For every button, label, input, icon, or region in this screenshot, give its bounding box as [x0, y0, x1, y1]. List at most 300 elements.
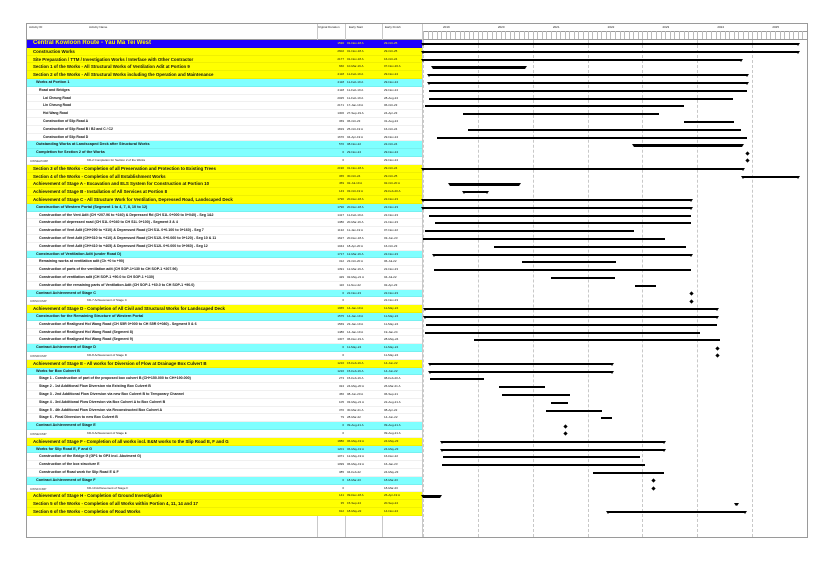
gantt-milestone [689, 299, 693, 303]
gantt-bar [423, 51, 798, 53]
original-duration: 0 [342, 298, 344, 303]
gantt-bar [430, 363, 613, 365]
month-tick [729, 31, 730, 39]
gantt-bar-cap [735, 503, 739, 506]
gantt-bar [442, 449, 664, 451]
original-duration: 1391 [337, 267, 344, 272]
gantt-bar-cap [427, 74, 431, 77]
year-label: 2021 [552, 25, 560, 29]
table-row [27, 453, 422, 461]
activity-name: Construction of Road work for Slip Road E & F [39, 470, 119, 474]
year-label: 2020 [497, 25, 505, 29]
gantt-bar [434, 254, 692, 256]
early-start: 24-May-20 A [347, 384, 365, 389]
early-finish: 24-May-23 [384, 470, 399, 474]
early-start: 11-Feb-19 A [347, 87, 364, 92]
original-duration: 570 [338, 142, 344, 147]
month-tick [651, 31, 652, 39]
year-gridline [423, 40, 424, 537]
activity-name: Construction of the remaining parts of Ventilation Adit (CH SOP-1 +60.0 to CH SOP-1 +90.0) [39, 282, 195, 287]
early-start: 02-May-21 A [347, 275, 365, 279]
original-duration: 1044 [337, 243, 344, 248]
header-activity-name: Activity Name [89, 25, 108, 29]
activity-name: Achievement of Stage B - Installation of All Services at Portion 8 [33, 189, 168, 195]
early-start: 06-May-19 A [347, 438, 365, 443]
original-duration: 369 [338, 119, 344, 123]
gantt-bar-cap [423, 308, 427, 311]
gantt-bar [437, 137, 747, 139]
early-start: 12-Mar-19 A [347, 267, 364, 272]
activity-name: Construction of Ventilation Adit (under Road D) [36, 251, 122, 256]
early-finish: 16-Oct-24 [384, 56, 398, 61]
table-row [27, 414, 422, 422]
month-tick [752, 31, 753, 39]
table-row [27, 313, 422, 321]
month-tick [784, 31, 785, 39]
activity-name: KD-2 Completion for Section 2 of the Works [87, 158, 146, 162]
gantt-bar-cap [745, 74, 749, 77]
table-row [27, 282, 422, 290]
timeline-months [423, 31, 807, 39]
activity-name: Construction of Realigned Hoi Wang Road (CH S5R 0+000 to CH S5R 0+080) - Segment 5 & 6 [39, 321, 197, 326]
month-tick [702, 31, 703, 39]
early-finish: 20-Sep-24 [384, 501, 399, 506]
month-tick [697, 31, 698, 39]
gantt-bar-cap [745, 82, 749, 85]
month-tick [487, 31, 488, 39]
gantt-bar [425, 332, 700, 334]
gantt-bar-cap [610, 363, 614, 366]
early-start: 04-Apr-19 A [347, 134, 364, 139]
table-row [27, 87, 422, 95]
month-tick [478, 31, 479, 39]
early-start: 14-Jan-19 A [347, 314, 364, 318]
early-start: 02-Jul-19 A [347, 181, 363, 186]
gantt-bar-cap [743, 511, 747, 514]
gantt-bar [546, 410, 602, 412]
table-row [27, 188, 422, 196]
original-duration: 0 [342, 485, 344, 490]
activity-id: CWSF/CMP [30, 486, 47, 491]
activity-id: CWSD/CMP [30, 354, 47, 358]
gantt-milestone [564, 424, 568, 428]
gantt-bar [464, 191, 486, 193]
early-start: 30-Oct-24 [347, 173, 361, 178]
activity-name: Construction of Western Portal (Segment 1 to 4, 7, 8, 10 to 12) [36, 204, 148, 209]
early-finish: 28-Aug-24 [384, 95, 399, 100]
original-duration: 0 [342, 431, 344, 435]
gantt-bar-cap [428, 363, 432, 366]
gantt-bar-cap [739, 59, 743, 62]
early-start: 11-May-24 [347, 345, 362, 350]
month-tick [473, 31, 474, 39]
original-duration: 2190 [337, 165, 344, 170]
original-duration: 0 [342, 353, 344, 357]
early-finish: 22-Nov-23 [384, 204, 399, 209]
month-tick [588, 31, 589, 39]
early-start: 23-Jan-19 A [347, 321, 364, 326]
table-row [27, 126, 422, 134]
table-row [27, 336, 422, 344]
gantt-bar [443, 456, 640, 458]
original-duration: 1380 [337, 220, 344, 225]
activity-name: Contract Achievement of Stage D [36, 345, 96, 350]
original-duration: 1717 [337, 251, 344, 256]
early-finish: 06-Sep-21 [384, 392, 399, 396]
table-row [27, 157, 422, 165]
gantt-bar [426, 324, 717, 326]
early-start: 29-Nov-24 [347, 150, 362, 155]
month-tick [574, 31, 575, 39]
gantt-milestone [745, 151, 749, 155]
early-start: 12-Mar-19 A [347, 251, 364, 256]
gantt-bar [429, 82, 747, 84]
month-tick [569, 31, 570, 39]
original-duration: 0 [342, 345, 344, 350]
month-tick [670, 31, 671, 39]
gantt-bar [433, 66, 524, 68]
month-tick [533, 31, 534, 39]
original-duration: 456 [338, 392, 344, 396]
early-finish: 29-Nov-24 [384, 87, 399, 92]
gantt-bar [474, 339, 720, 341]
gantt-bar-cap [662, 441, 666, 444]
original-duration: 141 [338, 493, 344, 498]
early-start: 08-Jun-20 A [347, 392, 364, 396]
gantt-bar [502, 394, 570, 396]
gantt-bar [429, 90, 747, 92]
table-row [27, 321, 422, 329]
early-start: 06-Dec-19 A [347, 337, 364, 342]
month-tick [505, 31, 506, 39]
month-tick [716, 31, 717, 39]
table-row [27, 266, 422, 274]
activity-name: Construction of the box structure E [39, 462, 100, 467]
month-tick [597, 31, 598, 39]
table-row [27, 500, 422, 508]
activity-name: Construction Works [33, 48, 75, 54]
gantt-bar [635, 285, 656, 287]
gantt-bar-cap [740, 144, 744, 147]
original-duration: 0 [342, 477, 344, 482]
month-tick [661, 31, 662, 39]
activity-name: Achievement of Stage F - Completion of all works incl. E&M works to the Slip Road E, F and G [33, 438, 229, 444]
early-finish: 29-Nov-24 [384, 158, 399, 162]
gantt-bar [608, 511, 745, 513]
early-start: 15-Feb-19 A [347, 360, 364, 365]
gantt-bar [593, 472, 664, 474]
gantt-bar [423, 207, 691, 209]
month-tick [688, 31, 689, 39]
month-tick [528, 31, 529, 39]
gantt-bar [425, 308, 717, 310]
early-finish: 06-Jul-22 [384, 259, 397, 264]
month-tick [510, 31, 511, 39]
month-tick [606, 31, 607, 39]
original-duration: 1307 [337, 337, 344, 342]
month-tick [679, 31, 680, 39]
original-duration: 143 [338, 189, 344, 194]
month-tick [464, 31, 465, 39]
early-finish: 06-Oct-23 [384, 103, 398, 108]
gantt-milestone [745, 159, 749, 163]
gantt-bar-cap [689, 207, 693, 210]
gantt-bar [743, 176, 798, 178]
activity-name: Achievement of Stage D - Completion of All Civil and Structural Works for Landscaped Deck [33, 306, 226, 312]
original-duration: 0 [342, 158, 344, 162]
gantt-bar-cap [448, 183, 452, 186]
month-tick [802, 31, 803, 39]
early-start: 20-Dec-18 A [347, 197, 364, 201]
original-duration: 0 [342, 423, 344, 428]
month-tick [592, 31, 593, 39]
early-start: 28-Mar-22 [347, 415, 361, 420]
year-label: 2025 [772, 25, 779, 29]
table-row [27, 391, 422, 399]
table-row [27, 196, 422, 204]
month-tick [620, 31, 621, 39]
activity-name: Achievement of Stage E - All works for Diversion of Flow at Drainage Box Culvert B [33, 360, 207, 366]
table-row [27, 212, 422, 220]
early-finish: 22-Nov-23 [384, 212, 399, 217]
activity-name: Remaining works at ventilation adit (Ch +0 to +90) [39, 259, 125, 264]
original-duration: 35 [340, 501, 344, 506]
year-label: 2022 [607, 25, 615, 29]
table-row [27, 375, 422, 383]
month-tick [446, 31, 447, 39]
month-tick [766, 31, 767, 39]
gantt-bar-cap [440, 441, 444, 444]
early-finish: 22-Oct-24 [384, 142, 398, 147]
gantt-bar-cap [438, 495, 442, 498]
activity-name: Section 5 of the Works - Completion of all Works within Portion 4, 11, 14 and 17 [33, 501, 199, 507]
table-row [27, 180, 422, 188]
early-finish: 07-Nov-20 A [384, 64, 401, 69]
month-tick [610, 31, 611, 39]
activity-name: Achievement of Stage H - Completion of Ground Investigation [33, 493, 163, 499]
early-start: 06-May-19 A [347, 462, 365, 467]
gantt-bar-cap [427, 82, 431, 85]
original-duration: 1790 [337, 204, 344, 209]
activity-name: Contract Achievement of Stage E [36, 423, 96, 428]
month-tick [460, 31, 461, 39]
month-tick [674, 31, 675, 39]
month-tick [441, 31, 442, 39]
table-row [27, 360, 422, 368]
gantt-bar-cap [423, 316, 427, 319]
early-start: 25-Oct-19 A [347, 126, 364, 131]
original-duration: 2171 [337, 103, 344, 108]
early-finish: 28-May-24 [384, 337, 399, 342]
gantt-bar [450, 183, 519, 185]
gantt-bar [425, 105, 684, 107]
gantt-bar-cap [796, 176, 800, 179]
month-tick [693, 31, 694, 39]
gantt-bar [601, 417, 613, 419]
month-tick [793, 31, 794, 39]
gantt-milestone [715, 354, 719, 358]
table-row [27, 251, 422, 259]
early-start: 15-Sep-24 [347, 501, 362, 506]
gantt-bar-cap [428, 371, 432, 374]
month-tick [428, 31, 429, 39]
table-row [27, 56, 422, 64]
original-duration: 1676 [337, 134, 344, 139]
gantt-bar-cap [485, 191, 489, 194]
gantt-milestone [715, 346, 719, 350]
original-duration: 1575 [337, 314, 344, 318]
activity-name: Central Kowloon Route - Yau Ma Tei West [33, 40, 152, 46]
early-finish: 08-Apr-22 [384, 407, 398, 412]
month-tick [647, 31, 648, 39]
month-tick [496, 31, 497, 39]
early-finish: 07-Nov-22 [384, 228, 399, 233]
activity-name: Section 2 of the Works - All Structural Works including the Operation and Maintenance [33, 72, 214, 78]
original-duration: 370 [338, 407, 344, 412]
table-row [27, 118, 422, 126]
original-duration: 1569 [337, 321, 344, 326]
header-original-duration: Original Duration [317, 25, 340, 29]
month-tick [560, 31, 561, 39]
gantt-bar [429, 74, 747, 76]
activity-name: Construction of Vent Adit (CH+310 to +410) & Depressed Road (CH S12L 0+0.060 to 0+120) - Seg 10 & 11 [39, 236, 217, 240]
original-duration: 1216 [337, 368, 344, 373]
early-finish: 26-Apr-19 A [384, 493, 401, 498]
gantt-bar-cap [421, 43, 425, 46]
month-tick [757, 31, 758, 39]
early-finish: 16-Oct-24 [384, 126, 398, 131]
gantt-bar-cap [421, 51, 425, 54]
gantt-milestone [564, 432, 568, 436]
activity-name: Outstanding Works at Landscaped Deck after Structural Works [36, 142, 150, 147]
original-duration: 1201 [337, 446, 344, 451]
original-duration: 429 [338, 275, 344, 279]
gantt-bar-cap [523, 66, 527, 69]
early-finish: 29-Nov-24 [384, 134, 399, 139]
original-duration: 1417 [337, 212, 344, 217]
month-tick [556, 31, 557, 39]
activity-name: KD-10 Achievement of Stage F [87, 485, 129, 490]
schedule-sheet [26, 23, 808, 538]
table-row [27, 71, 422, 79]
gantt-bar [551, 277, 615, 279]
early-finish: 14-Jun-22 [384, 368, 398, 373]
original-duration: 324 [338, 384, 344, 389]
month-tick [738, 31, 739, 39]
month-tick [469, 31, 470, 39]
gantt-bar [430, 371, 613, 373]
early-start: 11-Feb-19 A [347, 95, 364, 100]
month-tick [633, 31, 634, 39]
early-start [347, 352, 381, 360]
original-duration: 660 [338, 64, 344, 69]
early-finish: 16-Jan-23 [384, 462, 398, 467]
gantt-bar [494, 246, 686, 248]
early-start: 12-May-19 A [347, 454, 365, 459]
early-finish: 11-May-24 [384, 321, 399, 326]
early-start: 30-Mar-21 A [347, 407, 364, 412]
early-finish: 14-Jun-22 [384, 415, 398, 420]
original-duration: 459 [338, 181, 344, 186]
table-row [27, 422, 422, 430]
gantt-bar-cap [689, 254, 693, 257]
activity-name: Achievement of Stage A - Excavation and ELS System for Construction at Portion 10 [33, 181, 210, 187]
month-tick [684, 31, 685, 39]
gantt-bar [463, 113, 659, 115]
table-row [27, 492, 422, 500]
early-finish: 29-Oct-25 [384, 41, 398, 45]
early-start: 18-May-22 [347, 509, 362, 513]
month-tick [524, 31, 525, 39]
year-label: 2023 [662, 25, 670, 29]
original-duration: 1627 [337, 236, 344, 240]
month-tick [629, 31, 630, 39]
gantt-bar-cap [431, 66, 435, 69]
month-tick [743, 31, 744, 39]
early-finish: 16-Oct-23 [384, 243, 398, 248]
table-row [27, 95, 422, 103]
table-row [27, 258, 422, 266]
early-finish: 29-Oct-25 [384, 48, 398, 53]
month-tick [770, 31, 771, 39]
month-tick [780, 31, 781, 39]
gantt-bar [634, 144, 741, 146]
original-duration: 1132 [337, 228, 344, 233]
gantt-bar [499, 386, 545, 388]
gantt-bar [468, 129, 741, 131]
original-duration: 912 [338, 509, 344, 513]
early-finish: 24-May-23 [384, 438, 399, 443]
table-row [27, 508, 422, 516]
early-finish: 02-Apr-23 [384, 282, 398, 287]
gantt-bar-cap [421, 495, 425, 498]
early-finish: 22-Nov-23 [384, 298, 399, 303]
activity-name: Construction of Slip Road B / B2 and C / C2 [43, 126, 113, 131]
activity-name: Section 3 of the Works - Completion of all Preservation and Protection to Existing Trees [33, 165, 216, 171]
early-start: 11-Feb-19 A [347, 72, 364, 77]
original-duration: 116 [339, 282, 344, 287]
table-row [27, 399, 422, 407]
activity-name: Section 4 of the Works - Completion of all Establishment Works [33, 173, 166, 179]
activity-name: KD-9 Achievement of Stage E [87, 431, 127, 435]
activity-name: Construction of Realigned Hoi Wang Road (Segment 8) [39, 329, 133, 334]
original-duration: 2118 [337, 87, 344, 92]
gantt-bar [522, 261, 615, 263]
gantt-bar [430, 378, 484, 380]
activity-name: Stage 5 - 4th Additional Flow Diversion via Reconstructed Box Culvert A [39, 407, 163, 412]
activity-name: Construction of Slip Road A [43, 119, 89, 123]
early-finish: 19-Jan-24 [384, 329, 398, 334]
early-finish: 22-Aug-21 A [384, 399, 401, 404]
early-finish: 29-Feb-20 A [384, 189, 401, 194]
month-tick [546, 31, 547, 39]
early-start: 14-Jan-19 A [347, 306, 364, 311]
month-tick [706, 31, 707, 39]
early-start: 20-Dec-18 A [347, 204, 364, 209]
early-finish: 18-Mar-23 [384, 477, 398, 482]
gantt-bar-cap [715, 308, 719, 311]
month-tick [542, 31, 543, 39]
gantt-bar [684, 121, 734, 123]
early-start: 14-Jan-19 A [347, 329, 364, 334]
activity-name: Stage 6 - Final Diversion to new Box Culvert B [39, 415, 118, 420]
original-duration: 1790 [337, 197, 344, 201]
table-row [27, 235, 422, 243]
table-row [27, 477, 422, 485]
gantt-bar-cap [741, 168, 745, 171]
early-start [347, 430, 381, 438]
gantt-bar-cap [662, 449, 666, 452]
